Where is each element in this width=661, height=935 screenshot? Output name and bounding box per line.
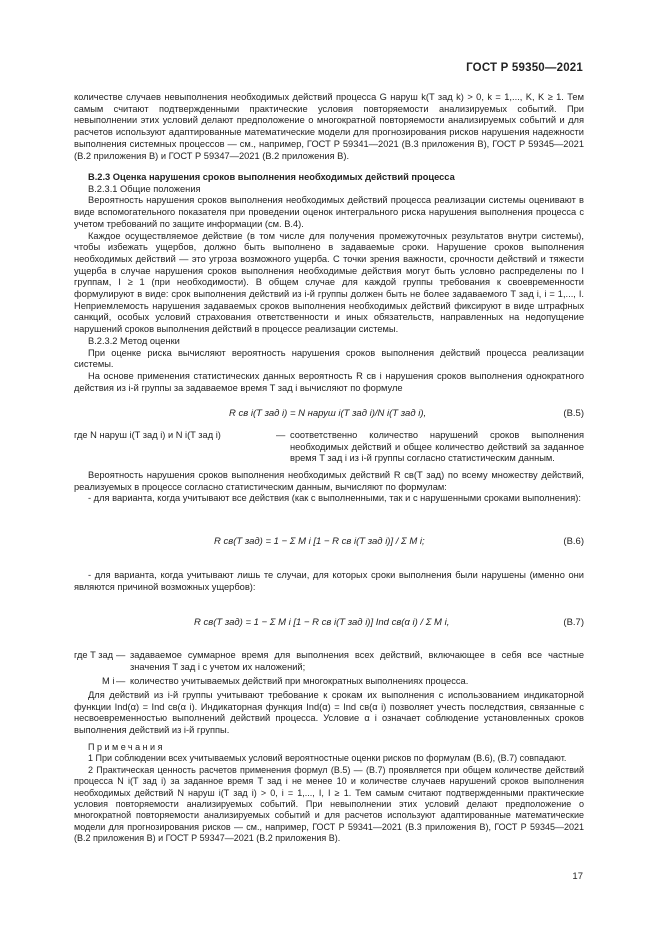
formula-b7-number: (B.7)	[563, 617, 584, 628]
formula-b5-number: (B.5)	[563, 408, 584, 419]
notes-title: Примечания	[88, 742, 165, 752]
where-3-label: M i	[102, 676, 115, 686]
where-3-text: количество учитываемых действий при многократных выполнениях процесса.	[130, 676, 469, 686]
formula-b6	[74, 536, 584, 550]
text-block-formulas	[74, 470, 584, 505]
page-number: 17	[572, 871, 583, 882]
standard-header: ГОСТ Р 59350—2021	[466, 62, 583, 74]
note-1: 1 При соблюдении всех учитываемых условий вероятностные оценки рисков по формулам (В.6), (В.7) совпадают.	[88, 753, 567, 764]
note-2: 2 Практическая ценность расчетов применения формул (В.5) — (В.7) проявляется при общем количестве действий процесса N i(T зад i) за заданное время T зад i не менее 10 и количестве случаев нарушений сроков выполнения необходимых действий N наруш i(T зад i) > 0, i = 1,..., I, I ≥ 1. Тем самым считают подтвержденными практические условия повторяемости анализируемых событий. При невыполнении этих условий делают предположение о многократной повторяемости анализируемых событий и для расчетов используют адаптированные математические модели для прогнозирования рисков — см., например, ГОСТ Р 59341—2021 (В.3 приложения В), ГОСТ Р 59345—2021 (В.2 приложения В) и ГОСТ Р 59347—2021 (В.2 приложения В).	[74, 764, 584, 844]
list-item-2: - для варианта, когда учитывают лишь те случаи, для которых сроки выполнения были нарушены (именно они являются причиной возможных ущербов):	[74, 570, 584, 592]
text-block-indicator	[74, 690, 584, 737]
section-title: В.2.3 Оценка нарушения сроков выполнения необходимых действий процесса	[88, 172, 455, 182]
text-block-list-2	[74, 570, 584, 593]
where-2-dash: —	[116, 650, 126, 660]
paragraph-2: Каждое осуществляемое действие (в том числе для получения промежуточных результатов внутри системы), чтобы избежать ущербов, должно быть выполнено в задаваемые сроки. Нарушение сроков выполнения необходимых действий — это угроза возможного ущерба. С точки зрения важности, срочности действий и тяжести ущерба в случае нарушения сроков выполнения необходимые действия могут быть условно распределены по I группам, I ≥ 1 (при необходимости). В общем случае для каждой группы требования к своевременности формулируют в виде: срок выполнения действий из i-й группы должен быть не более задаваемого T зад i, i = 1,..., I. Неприемлемость нарушения задаваемых сроков выполнения необходимых действий фиксируют в виде штрафных санкций, особых условий страхования ответственности и иных обязательств, направленных на недопущение нарушений сроков выполнения действий в процессе реализации системы.	[74, 230, 584, 335]
list-item-1: - для варианта, когда учитывают все действия (как с выполненными, так и с нарушенными сроками выполнения):	[88, 493, 581, 504]
where-block-2	[74, 650, 584, 674]
formula-b6-number: (B.6)	[563, 536, 584, 547]
where-1-text: соответственно количество нарушений сроков выполнения необходимых действий и общее количество действий за заданное время T зад i из i-й группы согласно статистическим данным.	[290, 430, 584, 464]
where-block-3	[74, 676, 584, 688]
where-3-dash: —	[116, 676, 126, 686]
notes-block	[74, 742, 584, 845]
paragraph-3: При оценке риска вычисляют вероятность нарушения сроков выполнения действий процесса реализации системы.	[74, 347, 584, 370]
where-2-text: задаваемое суммарное время для выполнения всех действий, включающее в себя все частные значения T зад i с учетом их наложений;	[130, 650, 584, 672]
formula-b7	[74, 617, 584, 631]
paragraph-5: Вероятность нарушения сроков выполнения необходимых действий R св(T зад) по всему множеству действий, реализуемых в процессе согласно статистическим данным, вычисляют по формулам:	[74, 470, 584, 492]
paragraph-6: Для действий из i-й группы учитывают требование к срокам их выполнения с использованием индикаторной функции Ind(α) = Ind св(α i). Индикаторная функция Ind(α) = Ind св(α i) позволяет учесть последствия, связанные с несвоевременностью выполнений действий процесса. Условие α i означает соблюдение установленных сроков выполнения действий из i-й группы.	[74, 690, 584, 736]
paragraph-4: На основе применения статистических данных вероятность R св i нарушения сроков выполнения однократного действия из i-й группы за задаваемое время T зад i вычисляют по формуле	[74, 370, 584, 393]
where-block-1	[74, 430, 584, 466]
formula-b5	[74, 408, 584, 422]
paragraph-top: количестве случаев невыполнения необходимых действий процесса G наруш k(T зад k) > 0, k = 1,..., K, K ≥ 1. Тем самым считают подтвержденными практические условия повторяемости анализируемых событий. При невыполнении этих условий делают предположение о многократной повторяемости анализируемых событий и для расчетов используют адаптированные математические модели для прогнозирования рисков нарушения надежности выполнения системных процессов — см., например, ГОСТ Р 59341—2021 (В.3 приложения В), ГОСТ Р 59345—2021 (В.2 приложения В) и ГОСТ Р 59347—2021 (В.2 приложения В).	[74, 92, 584, 161]
formula-b7-expr: R св(T зад) = 1 − Σ M i [1 − R св i(T зад i)] Ind св(α i) / Σ M i,	[194, 617, 450, 628]
formula-b6-expr: R св(T зад) = 1 − Σ M i [1 − R св i(T зад i)] / Σ M i;	[214, 536, 425, 547]
paragraph-1: Вероятность нарушения сроков выполнения необходимых действий процесса реализации системы оценивают в виде вспомогательного показателя при проведении оценок интегрального риска нарушения выполнения процесса с учетом требований по защите информации (см. В.4).	[74, 195, 584, 229]
subsection-general: В.2.3.1 Общие положения	[88, 183, 201, 194]
text-block-top	[74, 92, 584, 162]
formula-b5-expr: R св i(T зад i) = N наруш i(T зад i)/N i(T зад i),	[229, 408, 427, 419]
where-2-label: где T зад	[74, 650, 114, 660]
subsection-method: В.2.3.2 Метод оценки	[88, 335, 180, 346]
text-block-section	[74, 172, 584, 394]
where-1-label: где N наруш i(T зад i) и N i(T зад i)	[74, 430, 221, 440]
where-1-dash: —	[276, 430, 286, 440]
